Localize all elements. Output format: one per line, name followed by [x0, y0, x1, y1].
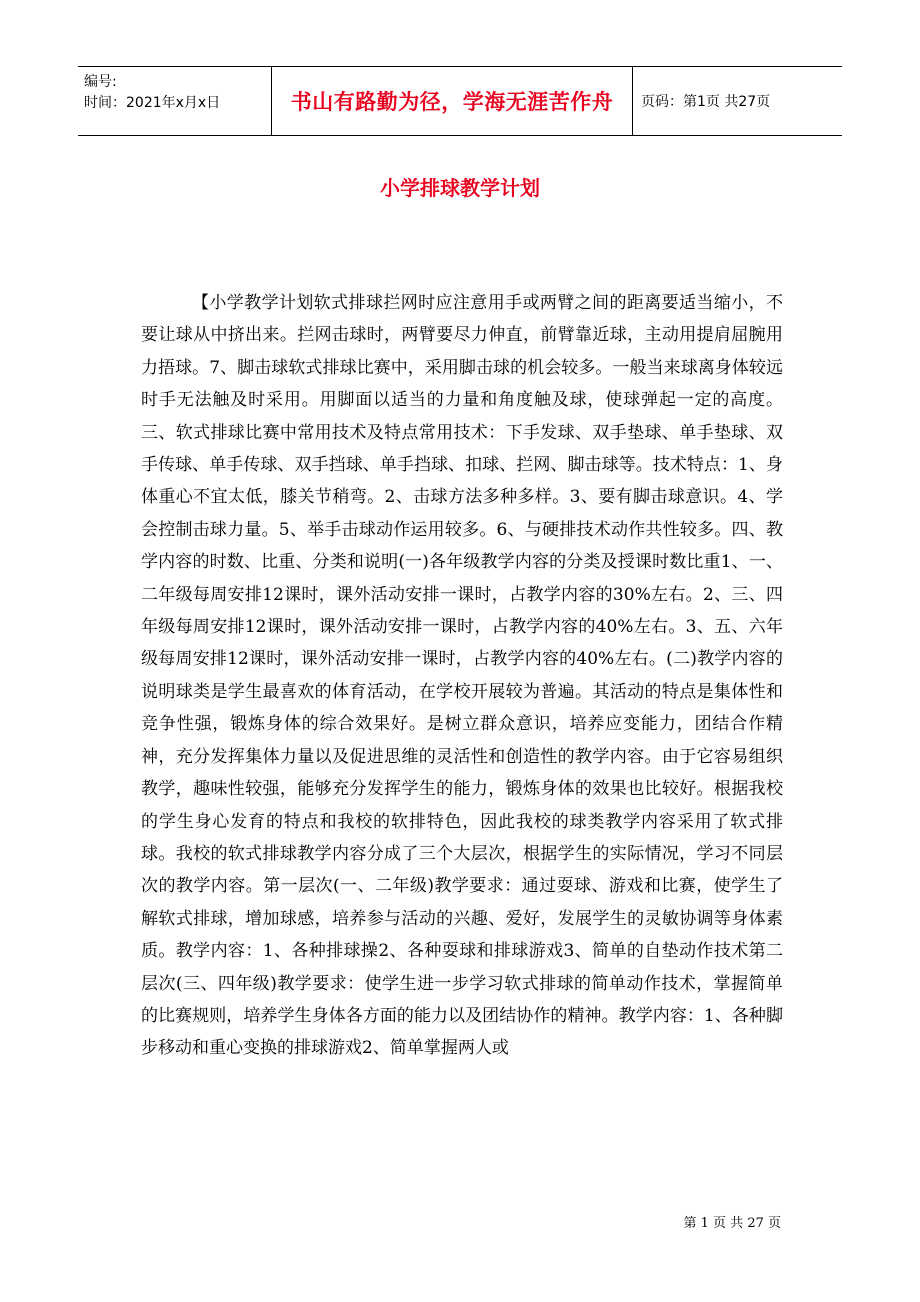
header-meta-cell — [78, 67, 271, 135]
header-page-cell — [633, 67, 842, 135]
document-number-label: 编号: — [84, 74, 117, 90]
header-motto: 书山有路勤为径，学海无涯苦作舟 — [290, 90, 614, 114]
document-body: 【小学教学计划软式排球拦网时应注意用手或两臂之间的距离要适当缩小，不要让球从中挤出来。拦网击球时，两臂要尽力伸直，前臂靠近球，主动用提肩屈腕用力捂球。7、脚击球软式排球比赛中，采用脚击球的机会较多。一般当来球离身体较远时手无法触及时采用。用脚面以适当的力量和角度触及球，使球弹起一定的高度。三、软式排球比赛中常用技术及特点常用技术：下手发球、双手垫球、单手垫球、双手传球、单手传球、双手挡球、单手挡球、扣球、拦网、脚击球等。技术特点：1、身体重心不宜太低，膝关节稍弯。2、击球方法多种多样。3、要有脚击球意识。4、学会控制击球力量。5、举手击球动作运用较多。6、与硬排技术动作共性较多。四、教学内容的时数、比重、分类和说明(一)各年级教学内容的分类及授课时数比重1、一、二年级每周安排12课时，课外活动安排一课时，占教学内容的30%左右。2、三、四年级每周安排12课时，课外活动安排一课时，占教学内容的40%左右。3、五、六年级每周安排12课时，课外活动安排一课时，占教学内容的40%左右。(二)教学内容的说明球类是学生最喜欢的体育活动，在学校开展较为普遍。其活动的特点是集体性和竞争性强，锻炼身体的综合效果好。是树立群众意识，培养应变能力，团结合作精神，充分发挥集体力量以及促进思维的灵活性和创造性的教学内容。由于它容易组织教学，趣味性较强，能够充分发挥学生的能力，锻炼身体的效果也比较好。根据我校的学生身心发育的特点和我校的软排特色，因此我校的球类教学内容采用了软式排球。我校的软式排球教学内容分成了三个大层次，根据学生的实际情况，学习不同层次的教学内容。第一层次(一、二年级)教学要求：通过耍球、游戏和比赛，使学生了解软式排球，增加球感，培养参与活动的兴趣、爱好，发展学生的灵敏协调等身体素质。教学内容：1、各种排球操2、各种耍球和排球游戏3、简单的自垫动作技术第二层次(三、四年级)教学要求：使学生进一步学习软式排球的简单动作技术，掌握简单的比赛规则，培养学生身体各方面的能力以及团结协作的精神。教学内容：1、各种脚步移动和重心变换的排球游戏2、简单掌握两人或 — [141, 293, 783, 1059]
document-title: 小学排球教学计划 — [380, 176, 540, 200]
page-footer: 第 1 页 共 27 页 — [683, 1216, 781, 1231]
header-page-info: 页码：第1页 共27页 — [641, 94, 771, 110]
document-time: 时间：2021年x月x日 — [84, 95, 221, 111]
header-motto-cell — [271, 67, 633, 135]
page-header — [78, 66, 842, 136]
